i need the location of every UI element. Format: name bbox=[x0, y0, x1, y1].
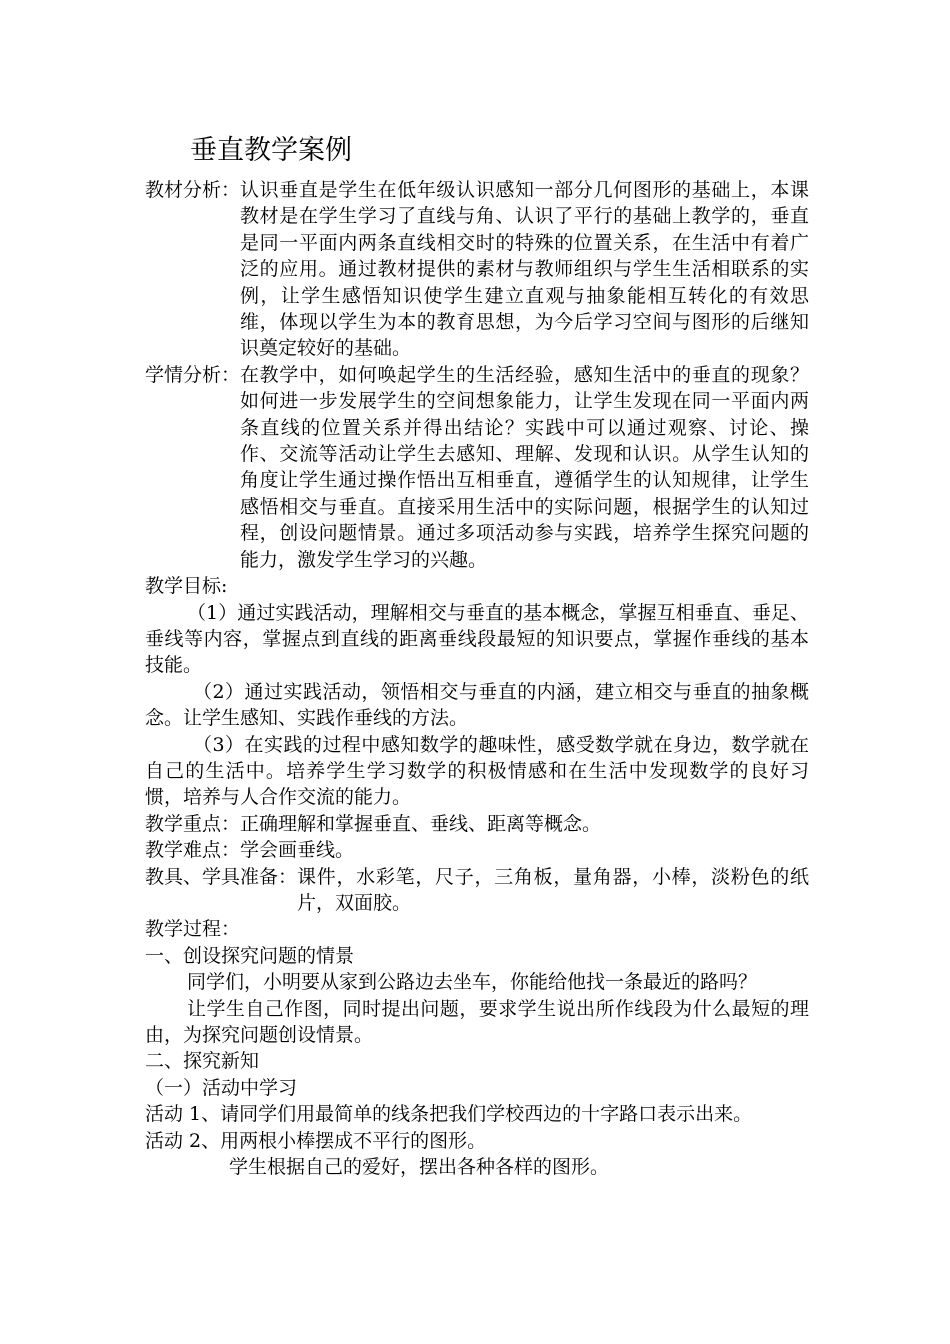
part1-heading: 一、创设探究问题的情景 bbox=[145, 944, 355, 967]
goal-item-3: （3）在实践的过程中感知数学的趣味性，感受数学就在身边，数学就在自己的生活中。培养学生学习数学的积极情感和在生活中发现数学的良好习惯，培养与人合作交流的能力。 bbox=[145, 733, 809, 809]
activity-2-note: 学生根据自己的爱好，摆出各种各样的图形。 bbox=[229, 1156, 610, 1179]
activity-1: 活动 1、请同学们用最简单的线条把我们学校西边的十字路口表示出来。 bbox=[145, 1103, 753, 1126]
student-analysis-section bbox=[145, 362, 809, 573]
student-analysis-text: 在教学中，如何唤起学生的生活经验，感知生活中的垂直的现象？如何进一步发展学生的空间想象能力，让学生发现在同一平面内两条直线的位置关系并得出结论？实践中可以通过观察、讨论、操作、交流等活动让学生去感知、理解、发现和认识。从学生认知的角度让学生通过操作悟出互相垂直，遵循学生的认知规律，让学生感悟相交与垂直。直接采用生活中的实际问题，根据学生的认知过程，创设问题情景。通过多项活动参与实践，培养学生探究问题的能力，激发学生学习的兴趣。 bbox=[240, 363, 809, 571]
part2-heading: 二、探究新知 bbox=[145, 1050, 260, 1073]
key-point: 教学重点：正确理解和掌握垂直、垂线、距离等概念。 bbox=[145, 812, 602, 835]
tools-label: 教具、学具准备： bbox=[145, 865, 298, 888]
process-heading: 教学过程： bbox=[145, 918, 241, 941]
tools-section bbox=[145, 864, 809, 917]
material-analysis-label: 教材分析： bbox=[145, 179, 241, 201]
part1-paragraph-2: 让学生自己作图，同时提出问题，要求学生说出所作线段为什么最短的理由，为探究问题创设情景。 bbox=[145, 997, 809, 1046]
part1-paragraph-1: 同学们，小明要从家到公路边去坐车，你能给他找一条最近的路吗？ bbox=[187, 971, 758, 994]
material-analysis-section bbox=[145, 177, 809, 362]
part2-subheading: （一）活动中学习 bbox=[145, 1076, 298, 1099]
tools-text: 课件，水彩笔，尺子，三角板，量角器，小棒，淡粉色的纸片，双面胶。 bbox=[297, 865, 809, 914]
document-content bbox=[145, 131, 809, 1180]
goal-item-2: （2）通过实践活动，领悟相交与垂直的内涵，建立相交与垂直的抽象概念。让学生感知、实践作垂线的方法。 bbox=[145, 680, 809, 730]
student-analysis-label: 学情分析： bbox=[145, 363, 241, 386]
goal-item-1: （1）通过实践活动，理解相交与垂直的基本概念，掌握互相垂直、垂足、垂线等内容，掌握点到直线的距离垂线段最短的知识要点，掌握作垂线的基本技能。 bbox=[145, 601, 809, 677]
goals-heading: 教学目标: bbox=[145, 575, 228, 598]
activity-2: 活动 2、用两根小棒摆成不平行的图形。 bbox=[145, 1129, 487, 1152]
document-title: 垂直教学案例 bbox=[190, 135, 352, 166]
difficulty: 教学难点：学会画垂线。 bbox=[145, 839, 355, 862]
material-analysis-text: 认识垂直是学生在低年级认识感知一部分几何图形的基础上，本课教材是在学生学习了直线与角、认识了平行的基础上教学的，垂直是同一平面内两条直线相交时的特殊的位置关系，在生活中有着广泛的应用。通过教材提供的素材与教师组织与学生生活相联系的实例，让学生感悟知识使学生建立直观与抽象能相互转化的有效思维，体现以学生为本的教育思想，为今后学习空间与图形的后继知识奠定较好的基础。 bbox=[240, 179, 809, 360]
